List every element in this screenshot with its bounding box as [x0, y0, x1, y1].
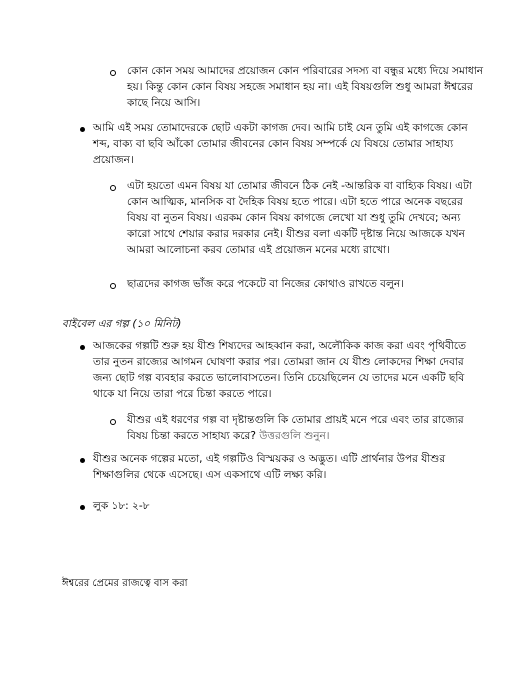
- bullet-marker: [80, 458, 85, 463]
- page-footer: ঈশ্বরের প্রেমের রাজত্বে বাস করা: [62, 578, 188, 589]
- sub-item-4-text: যীশুর এই ধরণের গল্প বা দৃষ্টান্তগুলি কি তোমার প্রায়ই মনে পরে এবং তার রাজ্যের বিষয় চিন্তা করতে সাহায্য করে?: [127, 414, 464, 442]
- sub-item-1-text: কোন কোন সময় আমাদের প্রয়োজন কোন পরিবারের সদস্য বা বন্ধুর মধ্যে দিয়ে সমাধান হয়। কিন্তু কোন কোন বিষয় সহজে সমাধান হয় না। এই বিষয়গুলি শুধু আমরা ঈশ্বরের কাছে নিয়ে আসি।: [127, 65, 484, 109]
- sub-item-2-text: এটা হয়তো এমন বিষয় যা তোমার জীবনে ঠিক নেই -আন্তরিক বা বাহ্যিক বিষয়। এটা কোন আত্মিক, মানসিক বা দৈহিক বিষয় হতে পারে। এটা হতে পারে অনেক বছরের বিষয় বা নুতন বিষয়। এরকম কোন বিষয় কাগজে লেখো যা শুধু তুমি দেখবে; অন্য কারো সাথে শেয়ার করার দরকার নেই। যীশুর বলা একটি দৃষ্টান্ত নিয়ে আজকে যখন আমরা আলোচনা করব তোমার এই প্রয়োজন মনের মধ্যে রাখো।: [127, 180, 472, 256]
- sub-bullet-marker: [110, 70, 116, 76]
- sub-item-4-paragraph: [127, 412, 485, 444]
- bullet-marker: [80, 505, 85, 510]
- bullet-item-3: [93, 451, 485, 483]
- sub-item-1: [127, 63, 485, 111]
- sub-bullet-marker: [110, 185, 116, 191]
- sub-item-4-highlight: উত্তরগুলি শুনুন।: [259, 430, 330, 442]
- sub-bullet-marker: [110, 419, 116, 425]
- sub-bullet-marker: [110, 283, 116, 289]
- sub-item-2: [127, 178, 485, 258]
- bullet-item-4-text: লুক ১৮: ২-৮: [93, 500, 150, 512]
- bullet-item-1-text: আমি এই সময় তোমাদেরকে ছোট একটা কাগজ দেব। আমি চাই যেন তুমি এই কাগজে কোন শব্দ, বাক্য বা ছবি আঁকো তোমার জীবনের কোন বিষয় সম্পর্কে যে বিষয়ে তোমার সাহায্য প্রয়োজন।: [93, 122, 468, 166]
- section-heading: বাইবেল এর গল্প (১০ মিনিট): [62, 318, 182, 330]
- sub-item-4: [127, 412, 485, 444]
- bullet-marker: [80, 127, 85, 132]
- sub-item-3-text: ছাত্রদের কাগজ ভাঁজ করে পকেটে বা নিজের কোথাও রাখতে বলুন।: [127, 278, 404, 290]
- bullet-item-2: [93, 338, 485, 402]
- bullet-marker: [80, 345, 85, 350]
- sub-item-3: [127, 276, 485, 292]
- bullet-item-3-text: যীশুর অনেক গল্পের মতো, এই গল্পটিও বিস্ময়কর ও অদ্ভুত। এটি প্রার্থনার উপর যীশুর শিক্ষাগুলির থেকে এসেছে। এস একসাথে এটি লক্ষ্য করি।: [93, 453, 446, 481]
- bullet-item-1: [93, 120, 485, 168]
- bullet-item-2-text: আজকের গল্পটি শুরু হয় যীশু শিষ্যদের আহব্বান করা, অলৌকিক কাজ করা এবং পৃথিবীতে তার নুতন রাজ্যের আগমন ঘোষণা করার পর। তোমরা জান যে যীশু লোকদের শিক্ষা দেবার জন্য ছোট গল্প ব্যবহার করতে ভালোবাসতেন। তিনি চেয়েছিলেন যে তাদের মনে একটি ছবি থাকে যা নিয়ে তারা পরে চিন্তা করতে পারে।: [93, 340, 466, 400]
- bullet-item-4: [93, 498, 485, 514]
